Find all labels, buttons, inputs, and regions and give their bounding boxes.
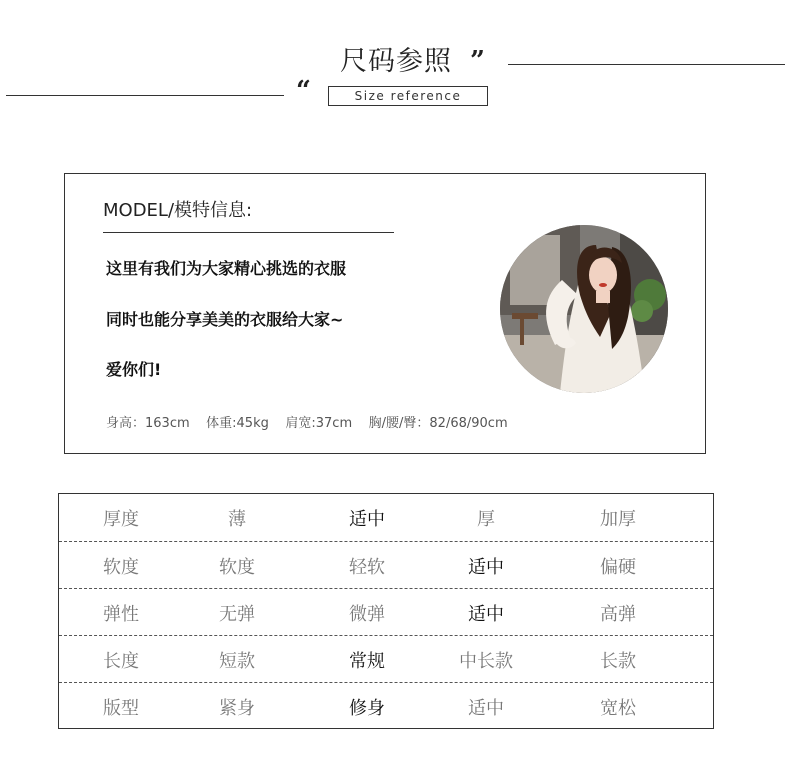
header-left-rule [6,95,284,96]
attribute-option: 紧身 [219,697,255,719]
model-heading: MODEL/模特信息: [103,200,253,221]
intro-line: 爱你们! [106,360,162,379]
model-info-card [64,173,706,454]
attribute-label: 版型 [103,697,139,719]
model-photo [500,225,668,393]
attribute-label: 长度 [103,650,139,672]
attribute-option: 偏硬 [600,556,636,578]
intro-line: 同时也能分享美美的衣服给大家~ [106,310,344,329]
attribute-row-length [59,635,713,683]
attribute-option: 宽松 [600,697,636,719]
attribute-label: 弹性 [103,603,139,625]
attribute-option: 高弹 [600,603,636,625]
attribute-option-selected: 适中 [349,508,385,530]
attribute-row-softness [59,541,713,589]
attribute-option-selected: 常规 [349,650,385,672]
attribute-option: 长款 [600,650,636,672]
page-title: 尺码参照 [340,46,452,77]
attribute-table [58,493,714,729]
attribute-option: 软度 [219,556,255,578]
page-subtitle: Size reference [328,86,488,106]
attribute-option: 短款 [219,650,255,672]
attribute-option: 加厚 [600,508,636,530]
attribute-row-fit [59,682,713,730]
model-heading-underline [103,232,394,233]
attribute-option: 适中 [468,697,504,719]
model-measurements: 身高：163cm 体重:45kg 肩宽:37cm 胸/腰/臀：82/68/90cm [106,416,508,431]
attribute-option: 轻软 [349,556,385,578]
intro-line: 这里有我们为大家精心挑选的衣服 [106,259,347,278]
attribute-label: 软度 [103,556,139,578]
attribute-option: 中长款 [459,650,513,672]
header-right-rule [508,64,785,65]
attribute-option: 微弹 [349,603,385,625]
attribute-option-selected: 修身 [349,697,385,719]
attribute-row-elasticity [59,588,713,636]
attribute-row-thickness [59,494,713,541]
attribute-label: 厚度 [103,508,139,530]
attribute-option: 无弹 [219,603,255,625]
attribute-option: 厚 [477,508,495,530]
open-quote-mark: “ [296,76,309,106]
attribute-option: 薄 [228,508,246,530]
attribute-option-selected: 适中 [468,603,504,625]
attribute-option-selected: 适中 [468,556,504,578]
close-quote-mark: ” [470,46,483,76]
